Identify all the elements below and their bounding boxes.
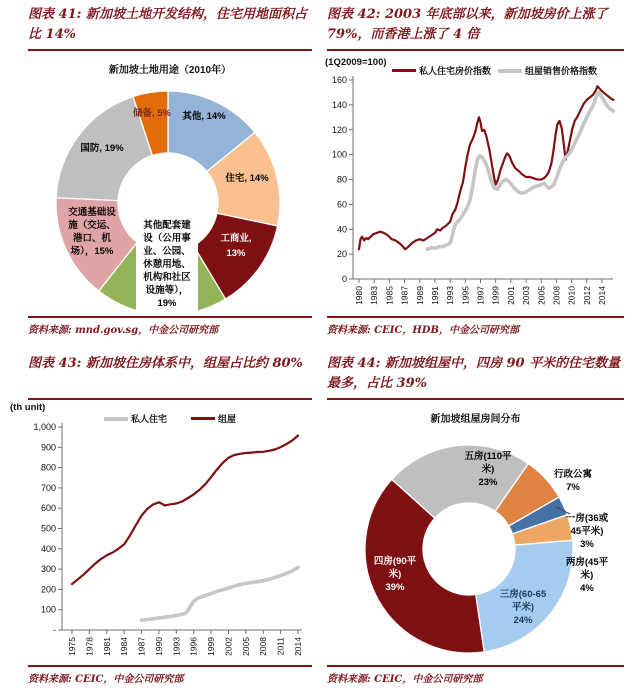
figure-42-panel xyxy=(320,0,640,349)
y-tick-label: 0 xyxy=(341,274,347,284)
y-tick-label: 100 xyxy=(331,149,347,160)
x-tick-label: 2005 xyxy=(240,637,251,656)
line-swatch-icon xyxy=(392,69,416,72)
x-tick-label: 2010 xyxy=(566,286,577,305)
x-tick-label: 1991 xyxy=(429,286,440,305)
donut-slice-label: 五房(110平米) 23% xyxy=(464,451,512,488)
donut-slice-label: 行政公寓 7% xyxy=(553,469,593,493)
figure-44-panel xyxy=(320,349,640,698)
donut-slice-label: 两房(45平米) 4% xyxy=(565,557,609,594)
x-tick-label: 1980 xyxy=(354,286,364,305)
figure-41-donut-chart xyxy=(0,0,320,349)
figure-43-axis-unit: (th unit) xyxy=(10,402,46,413)
x-tick-label: 1984 xyxy=(119,637,130,656)
figure-41-title: 图表 41: 新加坡土地开发结构，住宅用地面积占比 14% xyxy=(28,5,312,51)
series-line-2 xyxy=(72,436,298,585)
figure-44-source: 资料来源: CEIC，中金公司研究部 xyxy=(327,665,624,685)
x-tick-label: 1997 xyxy=(475,286,486,305)
legend-label: 私人住宅 xyxy=(130,414,167,424)
x-tick-label: 1999 xyxy=(206,637,217,656)
figure-42-source: 资料来源: CEIC，HDB，中金公司研究部 xyxy=(327,316,624,336)
x-tick-label: 2002 xyxy=(223,637,234,656)
y-tick-label: 300 xyxy=(40,564,56,575)
y-tick-label: 100 xyxy=(40,604,56,615)
x-tick-label: 1993 xyxy=(445,286,456,305)
legend-item xyxy=(191,412,236,425)
donut-slice-label: 一房(36或 45平米) 3% xyxy=(565,513,609,550)
y-tick-label: 60 xyxy=(336,199,347,210)
x-tick-label: 1990 xyxy=(153,637,164,656)
figure-43-source: 资料来源: CEIC，中金公司研究部 xyxy=(28,665,312,685)
x-tick-label: 1987 xyxy=(136,637,147,656)
legend-item xyxy=(498,64,597,77)
line-swatch-icon xyxy=(104,417,128,421)
figure-43-line-chart xyxy=(0,349,320,698)
figure-42-line-chart xyxy=(320,0,640,349)
donut-slice-label: 国防, 19% xyxy=(80,143,124,154)
x-tick-label: 1987 xyxy=(399,286,410,305)
x-tick-label: 1995 xyxy=(460,286,471,305)
figure-42-legend xyxy=(392,64,597,77)
donut-slice-label: 工商业, 13% xyxy=(220,233,252,259)
donut-slice-label: 三房(60-65 平米) 24% xyxy=(499,589,547,626)
figure-43-panel xyxy=(0,349,320,698)
y-tick-label: 800 xyxy=(40,462,56,473)
legend-label: 组屋 xyxy=(218,414,237,424)
figure-43-title: 图表 43: 新加坡住房体系中，组屋占比约 80% xyxy=(28,354,312,400)
x-tick-label: 2008 xyxy=(551,286,562,305)
figure-44-chart-title: 新加坡组屋房间分布 xyxy=(430,414,521,425)
x-tick-label: 2012 xyxy=(581,286,592,305)
y-tick-label: 1,000 xyxy=(33,422,56,432)
figure-42-title: 图表 42: 2003 年底部以来，新加坡房价上涨了 79%，而香港上涨了 4 倍 xyxy=(327,5,624,51)
series-line-2 xyxy=(427,92,613,249)
x-tick-label: 2011 xyxy=(275,637,286,656)
x-tick-label: 2001 xyxy=(505,286,516,305)
y-tick-label: 900 xyxy=(40,442,56,453)
figure-44-donut-chart xyxy=(320,349,640,698)
x-tick-label: 1978 xyxy=(84,637,95,656)
figure-41-source: 资料来源: mnd.gov.sg，中金公司研究部 xyxy=(28,316,312,336)
x-tick-label: 1989 xyxy=(414,286,425,305)
y-tick-label: - xyxy=(53,625,56,635)
y-tick-label: 40 xyxy=(336,224,347,235)
x-tick-label: 1975 xyxy=(67,637,77,656)
donut-slice-label: 储备, 5% xyxy=(132,108,172,119)
legend-label: 私人住宅房价指数 xyxy=(419,66,492,76)
donut-slice-label: 四房(90平米) 39% xyxy=(373,556,417,593)
x-tick-label: 2008 xyxy=(258,637,269,656)
x-tick-label: 1983 xyxy=(369,286,380,305)
x-tick-label: 1996 xyxy=(188,637,199,656)
y-tick-label: 140 xyxy=(331,99,347,110)
y-tick-label: 200 xyxy=(40,584,56,595)
y-tick-label: 120 xyxy=(331,124,347,135)
y-tick-label: 700 xyxy=(40,482,56,493)
y-tick-label: 400 xyxy=(40,543,56,554)
series-line-1 xyxy=(142,568,299,621)
donut-slice-label: 其他配套建设（公用事业、公园、休憩用地、机构和社区设施等）， 19% xyxy=(143,220,191,309)
x-tick-label: 2005 xyxy=(536,286,547,305)
figure-43-legend xyxy=(40,412,300,425)
x-tick-label: 2014 xyxy=(293,637,303,656)
x-tick-label: 1985 xyxy=(384,286,395,305)
x-tick-label: 1999 xyxy=(490,286,501,305)
donut-slice-label: 其他, 14% xyxy=(182,111,226,122)
y-tick-label: 20 xyxy=(336,249,347,260)
legend-label: 组屋销售价格指数 xyxy=(525,66,598,76)
y-tick-label: 80 xyxy=(336,174,347,185)
y-tick-label: 600 xyxy=(40,503,56,514)
figure-41-chart-title: 新加坡土地用途（2010年） xyxy=(108,65,232,76)
line-swatch-icon xyxy=(191,417,215,420)
x-tick-label: 2003 xyxy=(521,286,532,305)
legend-item xyxy=(392,64,491,77)
figure-41-panel xyxy=(0,0,320,349)
y-tick-label: 160 xyxy=(331,75,347,85)
figure-44-title: 图表 44: 新加坡组屋中，四房 90 平米的住宅数量最多，占比 39% xyxy=(327,354,624,400)
x-tick-label: 1981 xyxy=(101,637,112,656)
y-tick-label: 500 xyxy=(40,523,56,534)
donut-slice-label: 交通基础设施（交运、港口、机场），15% xyxy=(68,207,116,257)
x-tick-label: 1993 xyxy=(171,637,182,656)
x-tick-label: 2014 xyxy=(597,286,607,305)
donut-slice-label: 住宅, 14% xyxy=(225,173,269,184)
figure-42-axis-unit: (1Q2009=100) xyxy=(325,57,387,68)
line-swatch-icon xyxy=(498,69,522,73)
legend-item xyxy=(104,412,167,425)
